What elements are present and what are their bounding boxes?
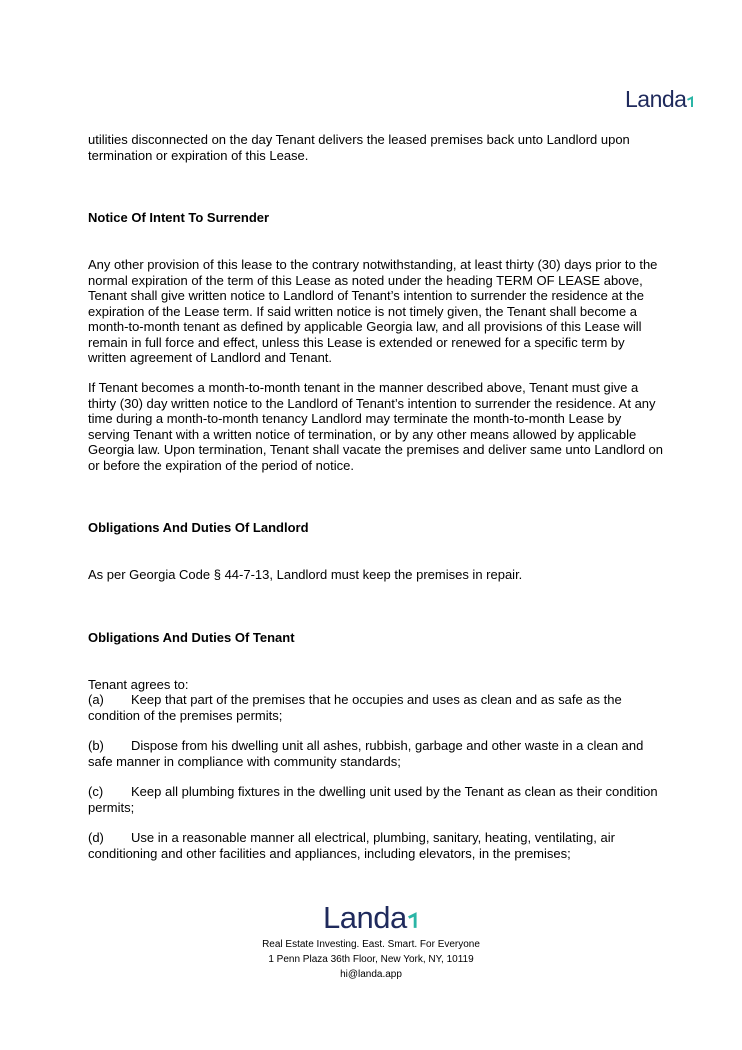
tenant-item-d [88, 830, 663, 861]
heading-landlord-obligations: Obligations And Duties Of Landlord [88, 520, 309, 535]
footer-address: 1 Penn Plaza 36th Floor, New York, NY, 10119 [268, 954, 474, 965]
logo-mark-icon [687, 86, 694, 112]
item-label: (d) [88, 830, 104, 845]
logo-mark-icon [408, 901, 418, 935]
tenant-item-b [88, 738, 663, 769]
surrender-paragraph-1: Any other provision of this lease to the contrary notwithstanding, at least thirty (30) days prior to the normal expiration of the term of this Lease as noted under the heading TERM OF LEASE above, Tenant shall give written notice to Landlord of Tenant’s intention to surrender the residence at the expiration of the Lease term. If said written notice is not timely given, the Tenant shall become a month-to-month tenant as defined by applicable Georgia law, and all provisions of this Lease will remain in full force and effect, unless this Lease is extended or renewed for a specific term by written agreement of Landlord and Tenant. [88, 257, 658, 365]
item-text: Keep all plumbing fixtures in the dwelling unit used by the Tenant as clean as their condition permits; [88, 784, 658, 815]
heading-tenant-obligations: Obligations And Duties Of Tenant [88, 630, 295, 645]
item-text: Use in a reasonable manner all electrical, plumbing, sanitary, heating, ventilating, air conditioning and other facilities and appliances, including elevators, in the premises; [88, 830, 615, 861]
footer-logo [323, 901, 418, 935]
item-label: (c) [88, 784, 104, 799]
header-logo-text: Landa [625, 86, 687, 112]
landlord-paragraph: As per Georgia Code § 44-7-13, Landlord must keep the premises in repair. [88, 567, 523, 582]
continuation-paragraph: utilities disconnected on the day Tenant delivers the leased premises back unto Landlord upon termination or expiration of this Lease. [88, 132, 630, 163]
heading-notice-of-intent: Notice Of Intent To Surrender [88, 210, 270, 225]
item-label: (b) [88, 738, 104, 753]
footer-tagline: Real Estate Investing. East. Smart. For Everyone [262, 939, 480, 950]
header-logo [625, 86, 694, 112]
tenant-intro: Tenant agrees to: [88, 677, 189, 692]
tenant-item-a [88, 692, 663, 723]
surrender-paragraph-2: If Tenant becomes a month-to-month tenant in the manner described above, Tenant must give a thirty (30) day written notice to the Landlord of Tenant’s intention to surrender the residence. At any time during a month-to-month tenancy Landlord may terminate the month-to-month Lease by serving Tenant with a written notice of termination, or by any other means allowed by applicable Georgia law. Upon termination, Tenant shall vacate the premises and deliver same unto Landlord on or before the expiration of the period of notice. [88, 380, 663, 473]
tenant-item-c [88, 784, 663, 815]
item-label: (a) [88, 692, 104, 707]
item-text: Dispose from his dwelling unit all ashes, rubbish, garbage and other waste in a clean and safe manner in compliance with community standards; [88, 738, 644, 769]
footer-email[interactable]: hi@landa.app [340, 969, 402, 980]
item-text: Keep that part of the premises that he occupies and uses as clean and as safe as the condition of the premises permits; [88, 692, 622, 723]
footer-logo-text: Landa [323, 900, 407, 935]
